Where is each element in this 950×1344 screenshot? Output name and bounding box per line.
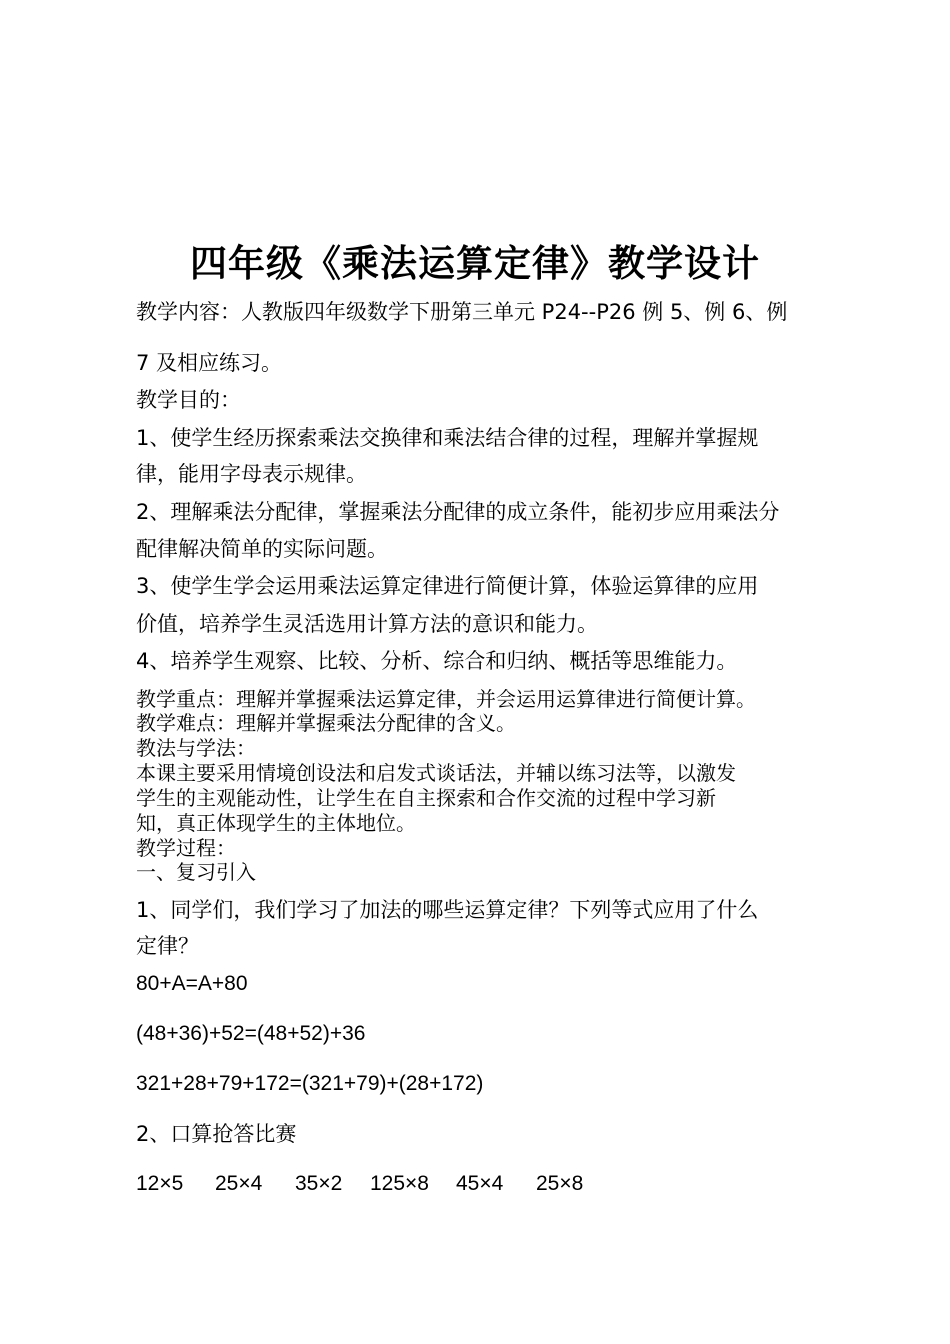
oral-contest-heading: 2、口算抢答比赛 [136,1122,297,1146]
oral-item: 12×5 [136,1172,184,1195]
key-point-line: 教学重点：理解并掌握乘法运算定律，并会运用运算律进行简便计算。 [136,687,756,711]
equation-1: 80+A=A+80 [136,972,248,995]
teaching-content-line-1: 教学内容：人教版四年级数学下册第三单元 P24--P26 例 5、例 6、例 [136,300,788,324]
review-question-line-2: 定律？ [136,934,199,958]
equation-3: 321+28+79+172=(321+79)+(28+172) [136,1072,484,1095]
oral-item: 125×8 [370,1172,429,1195]
goal-2-line-2: 配律解决简单的实际问题。 [136,537,388,561]
goal-4-line: 4、培养学生观察、比较、分析、综合和归纳、概括等思维能力。 [136,649,738,673]
review-question-line-1: 1、同学们，我们学习了加法的哪些运算定律？下列等式应用了什么 [136,898,759,922]
goal-3-line-2: 价值，培养学生灵活选用计算方法的意识和能力。 [136,612,598,636]
goal-1-line-2: 律，能用字母表示规律。 [136,462,367,486]
goal-3-line-1: 3、使学生学会运用乘法运算定律进行简便计算，体验运算律的应用 [136,574,759,598]
oral-item: 25×8 [536,1172,584,1195]
difficulty-line: 教学难点：理解并掌握乘法分配律的含义。 [136,711,516,735]
oral-calculation-row [136,1170,583,1198]
goal-2-line-1: 2、理解乘法分配律，掌握乘法分配律的成立条件，能初步应用乘法分 [136,500,780,524]
method-line-1: 本课主要采用情境创设法和启发式谈话法，并辅以练习法等，以激发 [136,761,736,785]
process-heading: 教学过程： [136,836,236,860]
section-1-heading: 一、复习引入 [136,860,256,884]
method-heading: 教法与学法： [136,736,256,760]
method-line-3: 知，真正体现学生的主体地位。 [136,811,416,835]
teaching-content-line-2: 7 及相应练习。 [136,351,283,375]
document-title: 四年级《乘法运算定律》教学设计 [190,242,760,285]
goal-1-line-1: 1、使学生经历探索乘法交换律和乘法结合律的过程，理解并掌握规 [136,426,759,450]
oral-item: 25×4 [215,1172,263,1195]
teaching-goals-heading: 教学目的： [136,388,241,412]
oral-item: 35×2 [295,1172,343,1195]
equation-2: (48+36)+52=(48+52)+36 [136,1022,366,1045]
oral-item: 45×4 [456,1172,504,1195]
method-line-2: 学生的主观能动性，让学生在自主探索和合作交流的过程中学习新 [136,786,716,810]
